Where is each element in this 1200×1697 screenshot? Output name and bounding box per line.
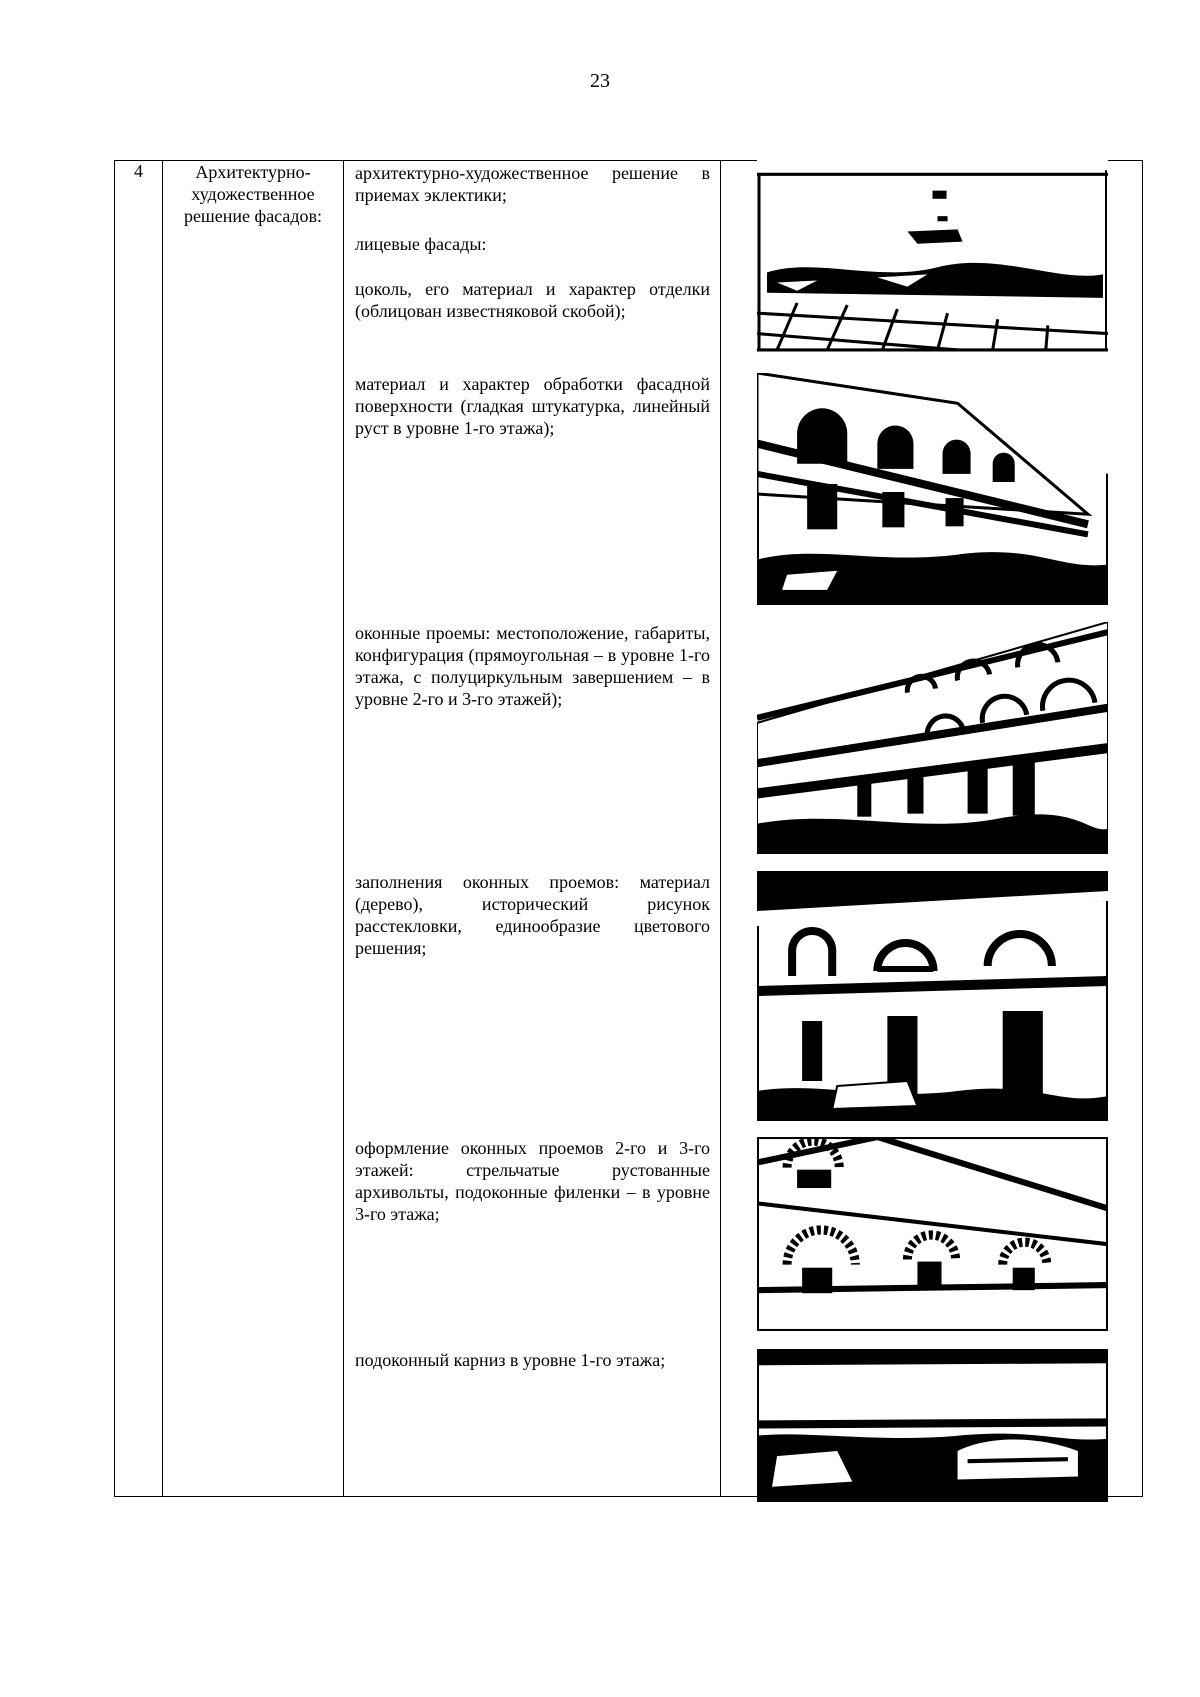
item-window-openings: оконные проемы: местоположение, габариты, конфигурация (прямоугольная – в уровне 1-го этажа, с полуциркульным завершением – в уровне 2-го и 3-го этажей); xyxy=(355,623,710,709)
item-window-fillings: заполнения оконных проемов: материал (дерево), исторический рисунок расстекловки, единообразие цветового решения; xyxy=(355,872,710,958)
item-main-facades: лицевые фасады: xyxy=(355,234,487,254)
item-window-decoration: оформление оконных проемов 2-го и 3-го этажей: стрельчатые рустованные архивольты, подоконные филенки – в уровне 3-го этажа; xyxy=(355,1138,710,1224)
item-sill-cornice: подоконный карниз в уровне 1-го этажа; xyxy=(355,1350,666,1370)
photo-window-openings xyxy=(757,622,1108,854)
photo-facade-surface xyxy=(757,373,1108,605)
photo-plinth xyxy=(757,160,1108,354)
page-number: 23 xyxy=(590,70,610,92)
photo-window-fillings xyxy=(757,871,1108,1121)
photo-window-decoration xyxy=(757,1137,1108,1331)
photo-sill-cornice xyxy=(757,1349,1108,1502)
row-number: 4 xyxy=(115,161,163,1497)
item-plinth: цоколь, его материал и характер отделки (облицован известняковой скобой); xyxy=(355,279,710,321)
item-eclectic-style: архитектурно-художественное решение в приемах эклектики; xyxy=(355,163,710,205)
section-title: Архитектурно-художественное решение фасадов: xyxy=(163,161,344,1497)
description-cell xyxy=(344,161,721,1497)
item-facade-surface: материал и характер обработки фасадной поверхности (гладкая штукатурка, линейный руст в уровне 1-го этажа); xyxy=(355,374,710,438)
